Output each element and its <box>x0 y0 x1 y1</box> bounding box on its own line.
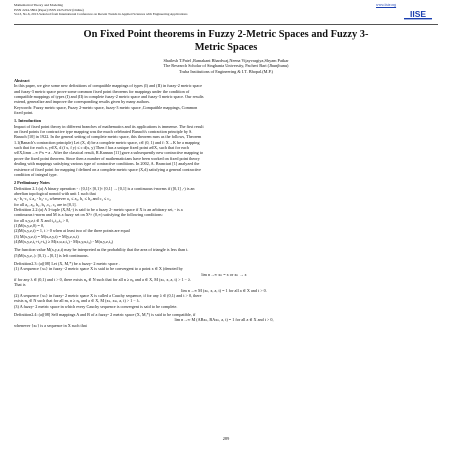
text-line: Definition2.3: (a)[08] Let (X, M,*) be a fuzzy- 2 metric space . <box>14 261 120 266</box>
text-line: prove the fixed point theorem. Since then a number of mathematicians have been worked on fixed point theory <box>14 155 200 161</box>
text-line: compatible mappings of types (I) and (II) in complete fuzzy-2 metric space and fuzzy-3 metric space. Our results <box>14 94 204 100</box>
journal-header <box>14 3 314 17</box>
text-line: on fixed points for contractive type mapping was the much celebrated Banach's contraction principle by S. <box>14 129 193 135</box>
paper-body <box>14 78 434 328</box>
section-heading: 2 Preliminary Notes <box>14 180 50 186</box>
author-block <box>40 58 412 74</box>
header-divider <box>14 24 438 25</box>
author-names: Shailesh T.Patel ,Ramakant Bhardwaj,Neena Vijayvargiya,Shyam Patkar <box>163 58 289 63</box>
display-equation: lim n→∞ xₙ = x or xₙ → x <box>201 271 247 277</box>
iiste-logo <box>404 9 432 20</box>
text-line: x∈X,limn→∞ fⁿx = a . After the classical result, R.Kannan [11] gave a subsequently new contractive mapping to <box>14 150 204 156</box>
journal-issn: ISSN 2224-5804 (Paper) ISSN 2225-0522 (Online) <box>14 7 84 12</box>
text-line: if for any λ ∈ (0,1) and t > 0, there exists n₀ ∈ N such that for all n ≥ n₀ and a ∈ X, M (xₙ, x, a, t) > 1 − λ. <box>14 277 192 283</box>
text-line: (1)M(x,y,z,0) = 0, <box>14 222 44 228</box>
text-line: The function value M(x,y,z,t) may be interpreted as the probability that the area of triangle is less than t. <box>14 247 189 253</box>
title-line: Metric Spaces <box>194 42 258 53</box>
logo-text: IISE <box>409 9 427 19</box>
display-equation: lim n→∞ M (xₙ, x, a, t) = 1 for all a ∈ X and t > 0. <box>181 287 267 293</box>
author-affiliation: Truba Institutions of Engineering & I.T. Bhopal.(M.P.) <box>179 68 273 74</box>
text-line: for all a₁, a₂, b₁, b₂ ,c₁, c₂ are in [0,1]. <box>14 201 77 207</box>
text-line: abeelian topological nonoid with unit 1 such that <box>14 190 96 196</box>
text-line: (3) M(x,y,z,t) = M(x,z,y,t) = M(y,z,x,t) <box>14 233 79 239</box>
text-line: continuous t-norm and M is a fuzzy set on X³× (0,∞) satisfying the following conditions: <box>14 212 163 218</box>
author-affiliation: The Research Scholar of Singhania University, Pacheri Bari (Jhunjhunu) <box>163 63 289 69</box>
text-line: (3) A fuzzy- 2 metric space in which every Cauchy sequence is convergent is said to be complete. <box>14 303 178 309</box>
text-line: a₁- b₁-c₁ ≤ a₂ - b₂- c₂ whenever a₁ ≤ a₂, b₁ ≤ b₂ and c₁ ≤ c₂ <box>14 196 111 202</box>
text-line: Banach [10] in 1922. In the general setting of complete metric space, this theorem runs as the follows, Theorem <box>14 134 202 140</box>
section-heading: Abstract <box>14 78 30 83</box>
text-line: Impact of fixed point theory in different branches of mathematics and its applications is immense. The first result <box>14 123 204 129</box>
journal-name: Mathematical Theory and Modeling <box>14 3 63 7</box>
page-number: 289 <box>222 436 230 441</box>
text-line: fixed point. <box>14 110 34 116</box>
text-line: (4)M(x,y,z,t₁+t₂+t₃) ≥ M(x,u,z,t₁) - M(x,y,u,t₂) - M(u,y,z,t₃) <box>14 238 113 244</box>
text-line: Definition 2.2:(a) A 3-tuple (X,M,-) is said to be a fuzzy 2- metric space if X is an arbitrary set, - is a <box>14 206 183 212</box>
text-line: for all x,y,z,t ∈ X and t₁,t₂,t₃ > 0, <box>14 217 70 223</box>
text-line: condition of integral type. <box>14 171 58 177</box>
text-line: such that for each x, y∈X, d (f x, f y) ≤ c d(x, y) Then f has a unique fixed point a∈X, such that for each <box>14 145 189 151</box>
text-line: Keywords: Fuzzy metric space, Fuzzy 2-metric space, fuzzy-3 metric space ,Compatible mappings, Common <box>14 104 198 110</box>
text-line: extend, generalize and improve the corresponding results given by many authors. <box>14 99 151 105</box>
text-line: (2) A sequence {xₙ} in fuzzy- 2 metric space X is called a Cauchy sequence, if for any λ ∈ (0,1) and t > 0, there <box>14 293 202 299</box>
text-line: (1) A sequence {xₙ} in fuzzy -2 metric space X is said to be convergent to a point x ∈ X (denoted by <box>14 266 183 272</box>
text-line: (2)M(x,y,z,t) = 1, t > 0 when at least two of the three points are equal <box>14 228 130 234</box>
text-line: exists n₀ ∈ N such that for all m, n ≥ n₀ and a ∈ X, M (xₙ, xₘ, a, t) > 1 − λ. <box>14 298 140 304</box>
text-line: That is <box>14 282 26 288</box>
paper-title <box>40 28 412 54</box>
title-line: On Fixed Point theorems in Fuzzy 2-Metric Spaces and Fuzzy 3- <box>83 29 369 40</box>
text-line: In this paper, we give some new definitions of compatible mappings of types (I) and (II) in fuzzy-2 metric space <box>14 83 202 89</box>
text-line: and fuzzy-3 metric space prove some common fixed point theorems for mappings under the condition of <box>14 88 190 94</box>
journal-volume: Vol.3, No.6, 2013-Selected from International Conference on Recent Trends in Applied Sciences with Engineering Applications <box>14 12 188 17</box>
text-line: (5)M(x,y,z,.): [0,1)→[0,1] is left continuous. <box>14 252 89 258</box>
section-heading: 1. Introduction <box>14 118 41 124</box>
text-line: Definition 2.1:(a) A binary operation - : [0,1]× [0,1]× [0,1] → [0,1] is a continuous t-norms if ([0,1] ,-) is an <box>14 185 195 191</box>
text-line: 1.1(Banach's contraction principle) Let (X, d) be a complete metric space, c∈ (0, 1) and f: X→K be a mapping <box>14 139 200 145</box>
journal-url-link[interactable]: www.iiste.org <box>376 3 397 7</box>
text-line: whenever {xₙ} is a sequence in X such that <box>14 322 87 328</box>
text-line: existence of fixed point for mapping f defined on a complete metric space (X,d) satisfying a general contractive <box>14 166 201 172</box>
text-line: Definition2.4: (a)[08] Self mappings A and B of a fuzzy- 2 metric space (X, M,*) is said to be compatible, if <box>14 312 196 318</box>
display-equation: lim n→∞ M (ABxₙ, BAxₙ, a, t) = 1 for all a ∈ X and t > 0, <box>174 317 274 323</box>
text-line: dealing with mappings satisfying various type of contractive conditions. In 2002, A. Branciari [1] analyzed the <box>14 161 200 167</box>
